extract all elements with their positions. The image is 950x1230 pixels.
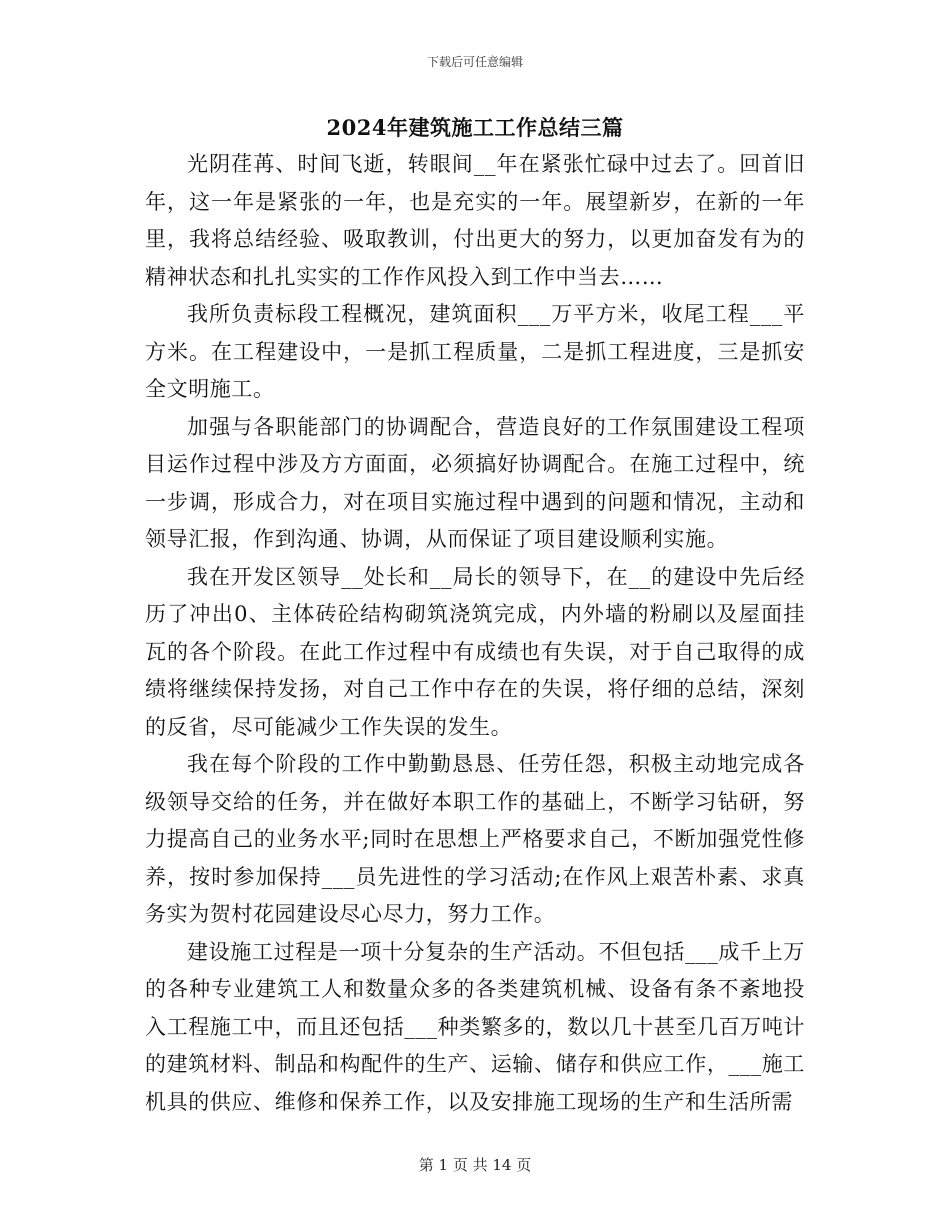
paragraph: 加强与各职能部门的协调配合，营造良好的工作氛围建设工程项目运作过程中涉及方方面面，必须搞好协调配合。在施工过程中，统一步调，形成合力，对在项目实施过程中遇到的问题和情况，主动和领导汇报，作到沟通、协调，从而保证了项目建设顺利实施。 (145, 414, 805, 551)
document-body (145, 146, 805, 1121)
paragraph: 建设施工过程是一项十分复杂的生产活动。不但包括___成千上万的各种专业建筑工人和数量众多的各类建筑机械、设备有条不紊地投入工程施工中，而且还包括___种类繁多的，数以几十甚至几百万吨计的建筑材料、制品和构配件的生产、运输、储存和供应工作，___施工机具的供应、维修和保养工作，以及安排施工现场的生产和生活所需 (145, 939, 805, 1114)
paragraph: 光阴荏苒、时间飞逝，转眼间__年在紧张忙碌中过去了。回首旧年，这一年是紧张的一年，也是充实的一年。展望新岁，在新的一年里，我将总结经验、吸取教训，付出更大的努力，以更加奋发有为的精神状态和扎扎实实的工作作风投入到工作中当去…… (145, 152, 805, 289)
paragraph: 我在每个阶段的工作中勤勤恳恳、任劳任怨，积极主动地完成各级领导交给的任务，并在做好本职工作的基础上，不断学习钻研，努力提高自己的业务水平;同时在思想上严格要求自己，不断加强党性修养，按时参加保持___员先进性的学习活动;在作风上艰苦朴素、求真务实为贺村花园建设尽心尽力，努力工作。 (145, 752, 805, 926)
paragraph: 我在开发区领导__处长和__局长的领导下，在__的建设中先后经历了冲出0、主体砖砼结构砌筑浇筑完成，内外墙的粉刷以及屋面挂瓦的各个阶段。在此工作过程中有成绩也有失误，对于自己取得的成绩将继续保持发扬，对自己工作中存在的失误，将仔细的总结，深刻的反省，尽可能减少工作失误的发生。 (145, 564, 805, 739)
paragraph: 我所负责标段工程概况，建筑面积___万平方米，收尾工程___平方米。在工程建设中，一是抓工程质量，二是抓工程进度，三是抓安全文明施工。 (145, 302, 805, 401)
page-footer: 第 1 页 共 14 页 (418, 1156, 532, 1174)
page-header: 下载后可任意编辑 (426, 55, 523, 69)
document-title: 2024年建筑施工工作总结三篇 (326, 115, 624, 140)
